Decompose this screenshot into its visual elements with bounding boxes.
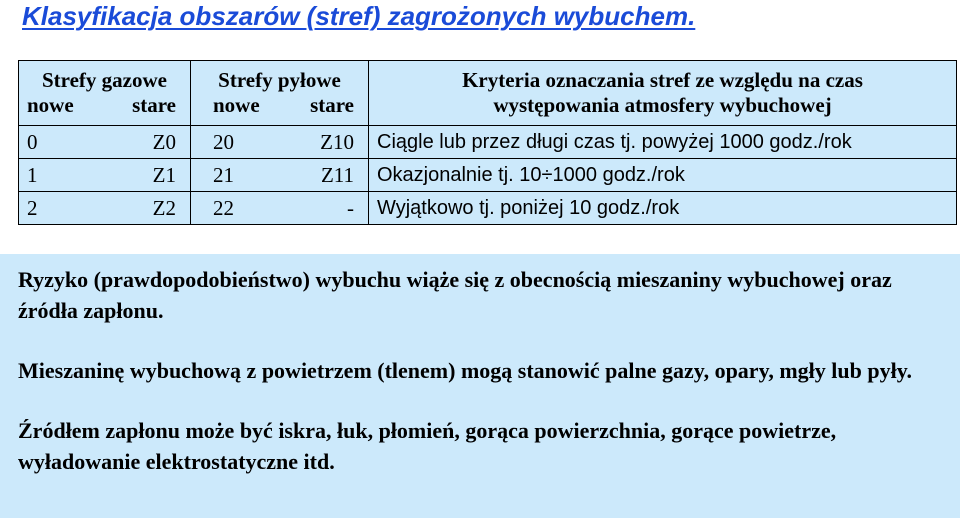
gas-zone-cell	[19, 192, 191, 225]
gas-zones-header-label: Strefy gazowe	[42, 68, 167, 92]
mixture-paragraph: Mieszaninę wybuchową z powietrzem (tlenem) mogą stanowić palne gazy, opary, mgły lub pyły.	[18, 358, 913, 383]
gas-zone-old: Z1	[152, 162, 176, 187]
dust-new-label: nowe	[213, 93, 260, 117]
dust-zones-header-label: Strefy pyłowe	[218, 68, 341, 92]
dust-old-label: stare	[310, 93, 354, 117]
dust-zone-old: Z10	[320, 129, 354, 154]
dust-zone-cell	[191, 192, 369, 225]
gas-zone-cell	[19, 126, 191, 159]
gas-zones-subheader	[19, 93, 190, 118]
criteria-header-line1: Kryteria oznaczania stref ze względu na czas	[462, 68, 863, 92]
criteria-cell: Wyjątkowo tj. poniżej 10 godz./rok	[369, 192, 957, 225]
gas-zone-new: 0	[27, 129, 38, 154]
ignition-paragraph: Źródłem zapłonu może być iskra, łuk, płomień, gorąca powierzchnia, gorące powietrze, wyładowanie elektrostatyczne itd.	[18, 418, 837, 474]
zones-table	[18, 60, 957, 225]
dust-zones-header	[191, 61, 369, 126]
criteria-cell: Ciągle lub przez długi czas tj. powyżej 1000 godz./rok	[369, 126, 957, 159]
dust-zone-cell	[191, 159, 369, 192]
gas-zone-new: 1	[27, 162, 38, 187]
criteria-header-line2: występowania atmosfery wybuchowej	[493, 93, 832, 117]
dust-zone-old: -	[347, 195, 354, 220]
page-title: Klasyfikacja obszarów (stref) zagrożonych wybuchem.	[22, 1, 696, 31]
dust-zone-old: Z11	[320, 162, 354, 187]
gas-zone-old: Z2	[152, 195, 176, 220]
gas-zone-cell	[19, 159, 191, 192]
gas-zones-header	[19, 61, 191, 126]
dust-zones-subheader	[191, 93, 368, 118]
table-row	[19, 192, 957, 225]
gas-zone-new: 2	[27, 195, 38, 220]
table-header-row	[19, 61, 957, 126]
gas-zone-old: Z0	[152, 129, 176, 154]
table-row	[19, 159, 957, 192]
table-row	[19, 126, 957, 159]
gas-old-label: stare	[132, 93, 176, 117]
dust-zone-cell	[191, 126, 369, 159]
dust-zone-new: 21	[213, 162, 234, 187]
risk-paragraph: Ryzyko (prawdopodobieństwo) wybuchu wiąże się z obecnością mieszaniny wybuchowej oraz źródła zapłonu.	[18, 267, 892, 323]
criteria-header	[369, 61, 957, 126]
criteria-cell: Okazjonalnie tj. 10÷1000 godz./rok	[369, 159, 957, 192]
info-panel	[0, 254, 960, 518]
dust-zone-new: 20	[213, 129, 234, 154]
gas-new-label: nowe	[27, 93, 74, 117]
dust-zone-new: 22	[213, 195, 234, 220]
